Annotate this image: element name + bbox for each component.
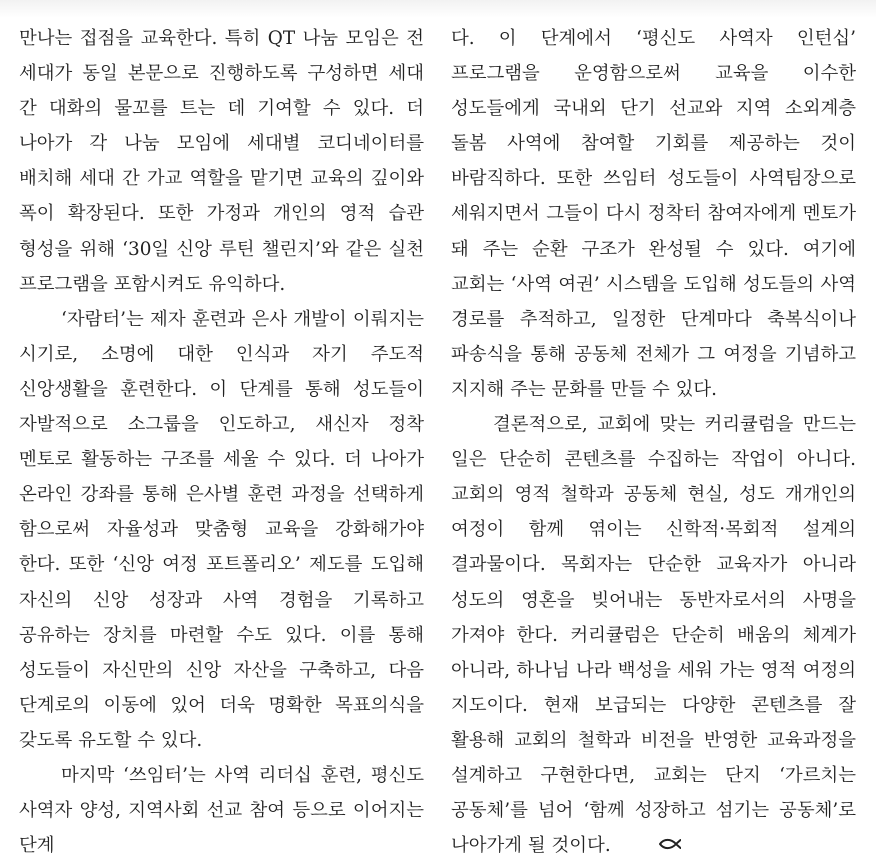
paragraph: 다. 이 단계에서 ‘평신도 사역자 인턴십’ 프로그램을 운영함으로써 교육을 이수한 성도들에게 국내외 단기 선교와 지역 소외계층 돌봄 사역에 참여할 기회를 제공하는 것이 바람직하다. 또한 쓰임터 성도들이 사역팀장으로 세워지면서 그들이 다시 정착터 참여자에게 멘토가 돼 주는 순환 구조가 완성될 수 있다. 여기에 교회는 ‘사역 여권’ 시스템을 도입해 성도들의 사역 경로를 추적하고, 일정한 단계마다 축복식이나 파송식을 통해 공동체 전체가 그 여정을 기념하고 지지해 주는 문화를 만들 수 있다.	[451, 28, 856, 400]
article-column-right	[451, 21, 856, 863]
paragraph: 마지막 ‘쓰임터’는 사역 리더십 훈련, 평신도 사역자 양성, 지역사회 선교 참여 등으로 이어지는 단계	[19, 764, 424, 857]
fish-icon	[617, 827, 681, 862]
article-column-left	[19, 21, 424, 863]
paragraph: ‘자람터’는 제자 훈련과 은사 개발이 이뤄지는 시기로, 소명에 대한 인식과 자기 주도적 신앙생활을 훈련한다. 이 단계를 통해 성도들이 자발적으로 소그룹을 인도하고, 새신자 정착 멘토로 활동하는 구조를 세울 수 있다. 더 나아가 온라인 강좌를 통해 은사별 훈련 과정을 선택하게 함으로써 자율성과 맞춤형 교육을 강화해가야 한다. 또한 ‘신앙 여정 포트폴리오’ 제도를 도입해 자신의 신앙 성장과 사역 경험을 기록하고 공유하는 장치를 마련할 수도 있다. 이를 통해 성도들이 자신만의 신앙 자산을 구축하고, 다음 단계로의 이동에 있어 더욱 명확한 목표의식을 갖도록 유도할 수 있다.	[19, 308, 424, 751]
paragraph-conclusion	[451, 407, 856, 863]
conclusion-text: 결론적으로, 교회에 맞는 커리큘럼을 만드는 일은 단순히 콘텐츠를 수집하는 작업이 아니다. 교회의 영적 철학과 공동체 현실, 성도 개개인의 여정이 함께 엮이는 신학적·목회적 설계의 결과물이다. 목회자는 단순한 교육자가 아니라 성도의 영혼을 빚어내는 동반자로서의 사명을 가져야 한다. 커리큘럼은 단순히 배움의 체계가 아니라, 하나님 나라 백성을 세워 가는 영적 여정의 지도이다. 현재 보급되는 다양한 콘텐츠를 잘 활용해 교회의 철학과 비전을 반영한 교육과정을 설계하고 구현한다면, 교회는 단지 ‘가르치는 공동체’를 넘어 ‘함께 성장하고 섬기는 공동체’로 나아가게 될 것이다.	[451, 414, 856, 857]
paragraph: 만나는 접점을 교육한다. 특히 QT 나눔 모임은 전 세대가 동일 본문으로 진행하도록 구성하면 세대 간 대화의 물꼬를 트는 데 기여할 수 있다. 더 나아가 각 나눔 모임에 세대별 코디네이터를 배치해 세대 간 가교 역할을 맡기면 교육의 깊이와 폭이 확장된다. 또한 가정과 개인의 영적 습관 형성을 위해 ‘30일 신앙 루틴 챌린지’와 같은 실천 프로그램을 포함시켜도 유익하다.	[19, 28, 424, 295]
top-shadow	[0, 0, 876, 18]
